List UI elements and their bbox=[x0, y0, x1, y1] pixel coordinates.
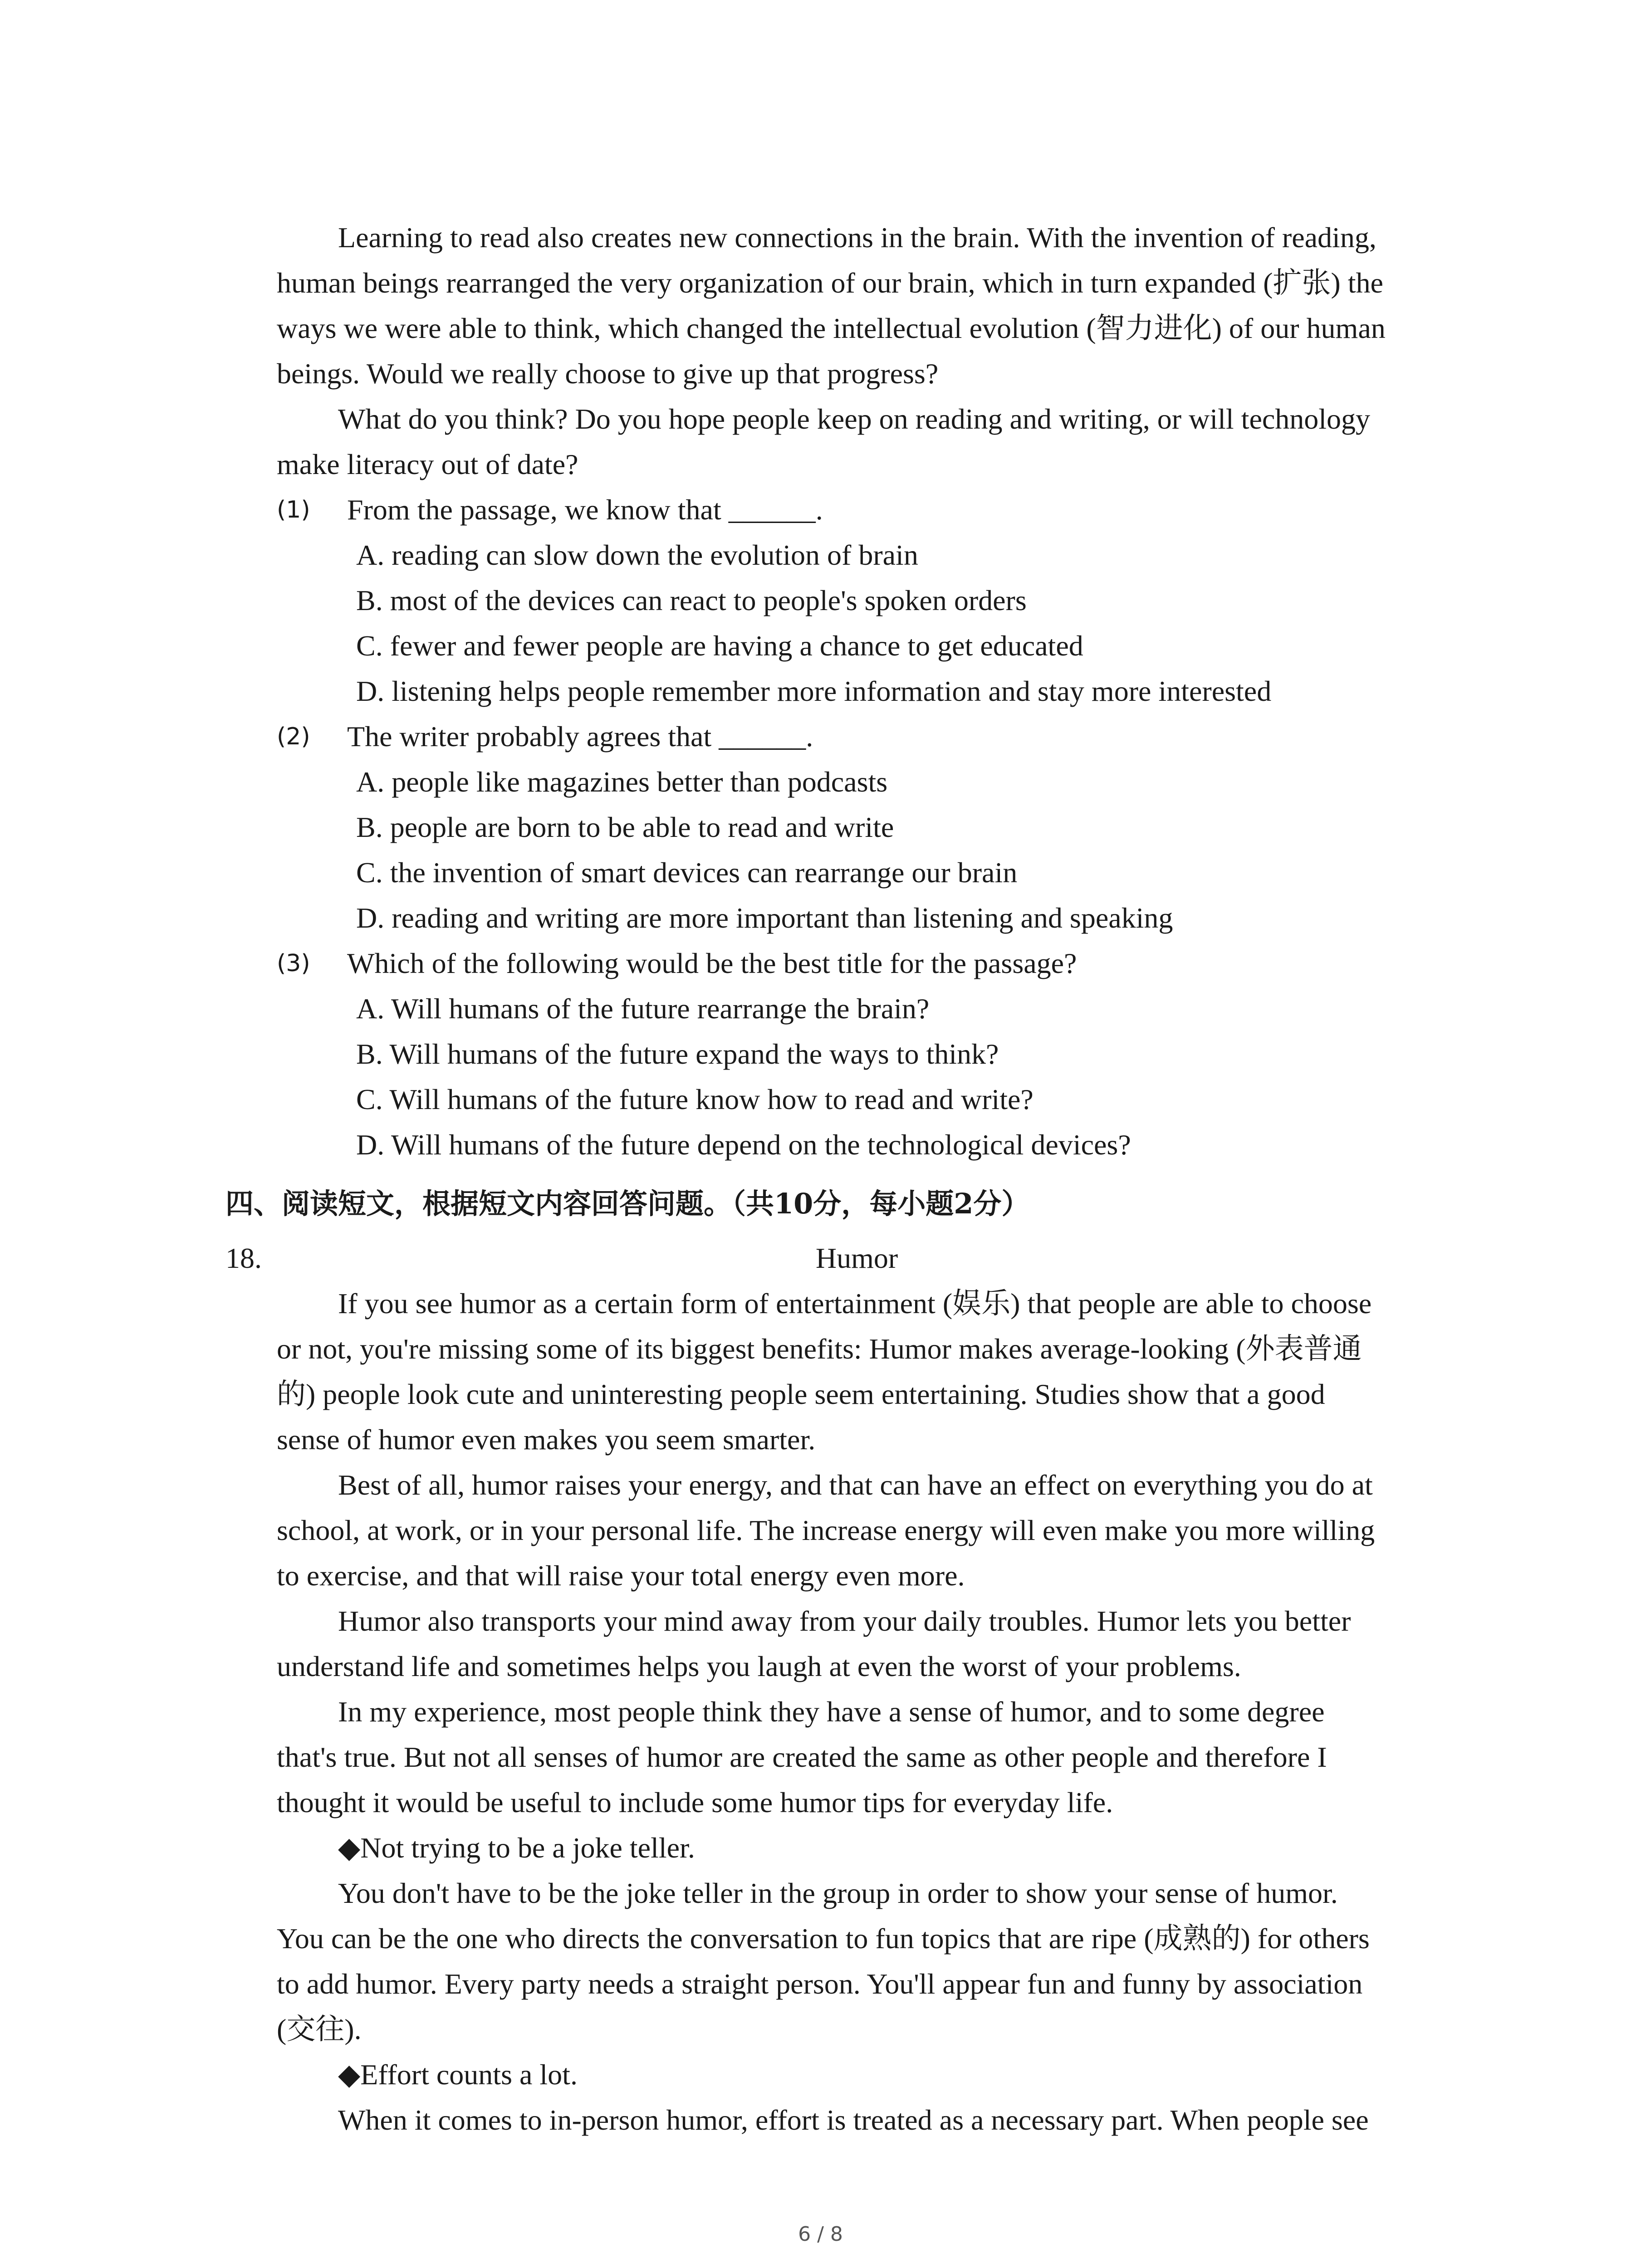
question-number: (1) bbox=[277, 496, 310, 523]
paragraph-line: sense of humor even makes you seem smarter. bbox=[277, 1423, 816, 1456]
paragraph-line: When it comes to in-person humor, effort is treated as a necessary part. When people see bbox=[338, 2104, 1369, 2136]
paragraph-line: human beings rearranged the very organization of our brain, which in turn expanded (扩张) the bbox=[277, 267, 1383, 299]
question-option: D. listening helps people remember more information and stay more interested bbox=[356, 675, 1272, 707]
question-option: D. reading and writing are more important than listening and speaking bbox=[356, 902, 1173, 934]
tip-heading: ◆Not trying to be a joke teller. bbox=[338, 1832, 695, 1864]
question-option: C. the invention of smart devices can rearrange our brain bbox=[356, 856, 1018, 889]
question-option: B. most of the devices can react to people's spoken orders bbox=[356, 584, 1027, 616]
paragraph-line: In my experience, most people think they have a sense of humor, and to some degree bbox=[338, 1696, 1325, 1728]
paragraph-line: Best of all, humor raises your energy, and that can have an effect on everything you do at bbox=[338, 1469, 1373, 1501]
paragraph-line: If you see humor as a certain form of entertainment (娱乐) that people are able to choose bbox=[338, 1287, 1372, 1320]
paragraph-line: Learning to read also creates new connections in the brain. With the invention of reading, bbox=[338, 221, 1376, 254]
section-heading: 四、阅读短文，根据短文内容回答问题。（共10分，每小题2分） bbox=[225, 1187, 1030, 1220]
paragraph-line: 的) people look cute and uninteresting people seem entertaining. Studies show that a good bbox=[277, 1378, 1325, 1410]
paragraph-line: to exercise, and that will raise your total energy even more. bbox=[277, 1559, 965, 1592]
page-number: 6 / 8 bbox=[798, 2223, 843, 2246]
question-option: C. fewer and fewer people are having a chance to get educated bbox=[356, 630, 1083, 662]
paragraph-line: to add humor. Every party needs a straight person. You'll appear fun and funny by association bbox=[277, 1968, 1363, 2000]
paragraph-line: You can be the one who directs the conversation to fun topics that are ripe (成熟的) for others bbox=[277, 1922, 1370, 1955]
paragraph-line: (交往). bbox=[277, 2013, 362, 2045]
question-text: Which of the following would be the best title for the passage? bbox=[347, 947, 1077, 979]
paragraph-line: understand life and sometimes helps you laugh at even the worst of your problems. bbox=[277, 1650, 1241, 1682]
question-option: A. Will humans of the future rearrange the brain? bbox=[356, 992, 930, 1025]
paragraph-line: What do you think? Do you hope people keep on reading and writing, or will technology bbox=[338, 403, 1371, 435]
paragraph-line: beings. Would we really choose to give up that progress? bbox=[277, 357, 939, 390]
paragraph-line: ways we were able to think, which changed the intellectual evolution (智力进化) of our human bbox=[277, 312, 1386, 344]
question-number: (2) bbox=[277, 723, 310, 750]
question-option: D. Will humans of the future depend on the technological devices? bbox=[356, 1129, 1131, 1161]
paragraph-line: thought it would be useful to include some humor tips for everyday life. bbox=[277, 1786, 1113, 1818]
paragraph-line: Humor also transports your mind away from your daily troubles. Humor lets you better bbox=[338, 1605, 1351, 1637]
paragraph-line: school, at work, or in your personal life. The increase energy will even make you more willing bbox=[277, 1514, 1375, 1546]
tip-heading: ◆Effort counts a lot. bbox=[338, 2058, 578, 2091]
paragraph-line: You don't have to be the joke teller in the group in order to show your sense of humor. bbox=[338, 1877, 1338, 1909]
paragraph-line: make literacy out of date? bbox=[277, 448, 578, 480]
question-option: B. people are born to be able to read and write bbox=[356, 811, 894, 843]
paragraph-line: or not, you're missing some of its biggest benefits: Humor makes average-looking (外表普通 bbox=[277, 1333, 1362, 1365]
question-text: The writer probably agrees that ______. bbox=[347, 720, 813, 753]
paragraph-line: that's true. But not all senses of humor are created the same as other people and therefore I bbox=[277, 1741, 1327, 1773]
question-option: B. Will humans of the future expand the ways to think? bbox=[356, 1038, 999, 1070]
question-option: C. Will humans of the future know how to read and write? bbox=[356, 1083, 1034, 1115]
question-number-18: 18. bbox=[225, 1242, 262, 1274]
question-option: A. reading can slow down the evolution of brain bbox=[356, 539, 918, 571]
question-option: A. people like magazines better than podcasts bbox=[356, 766, 888, 798]
question-text: From the passage, we know that ______. bbox=[347, 494, 823, 526]
passage-title: Humor bbox=[815, 1242, 898, 1274]
question-number: (3) bbox=[277, 950, 310, 977]
